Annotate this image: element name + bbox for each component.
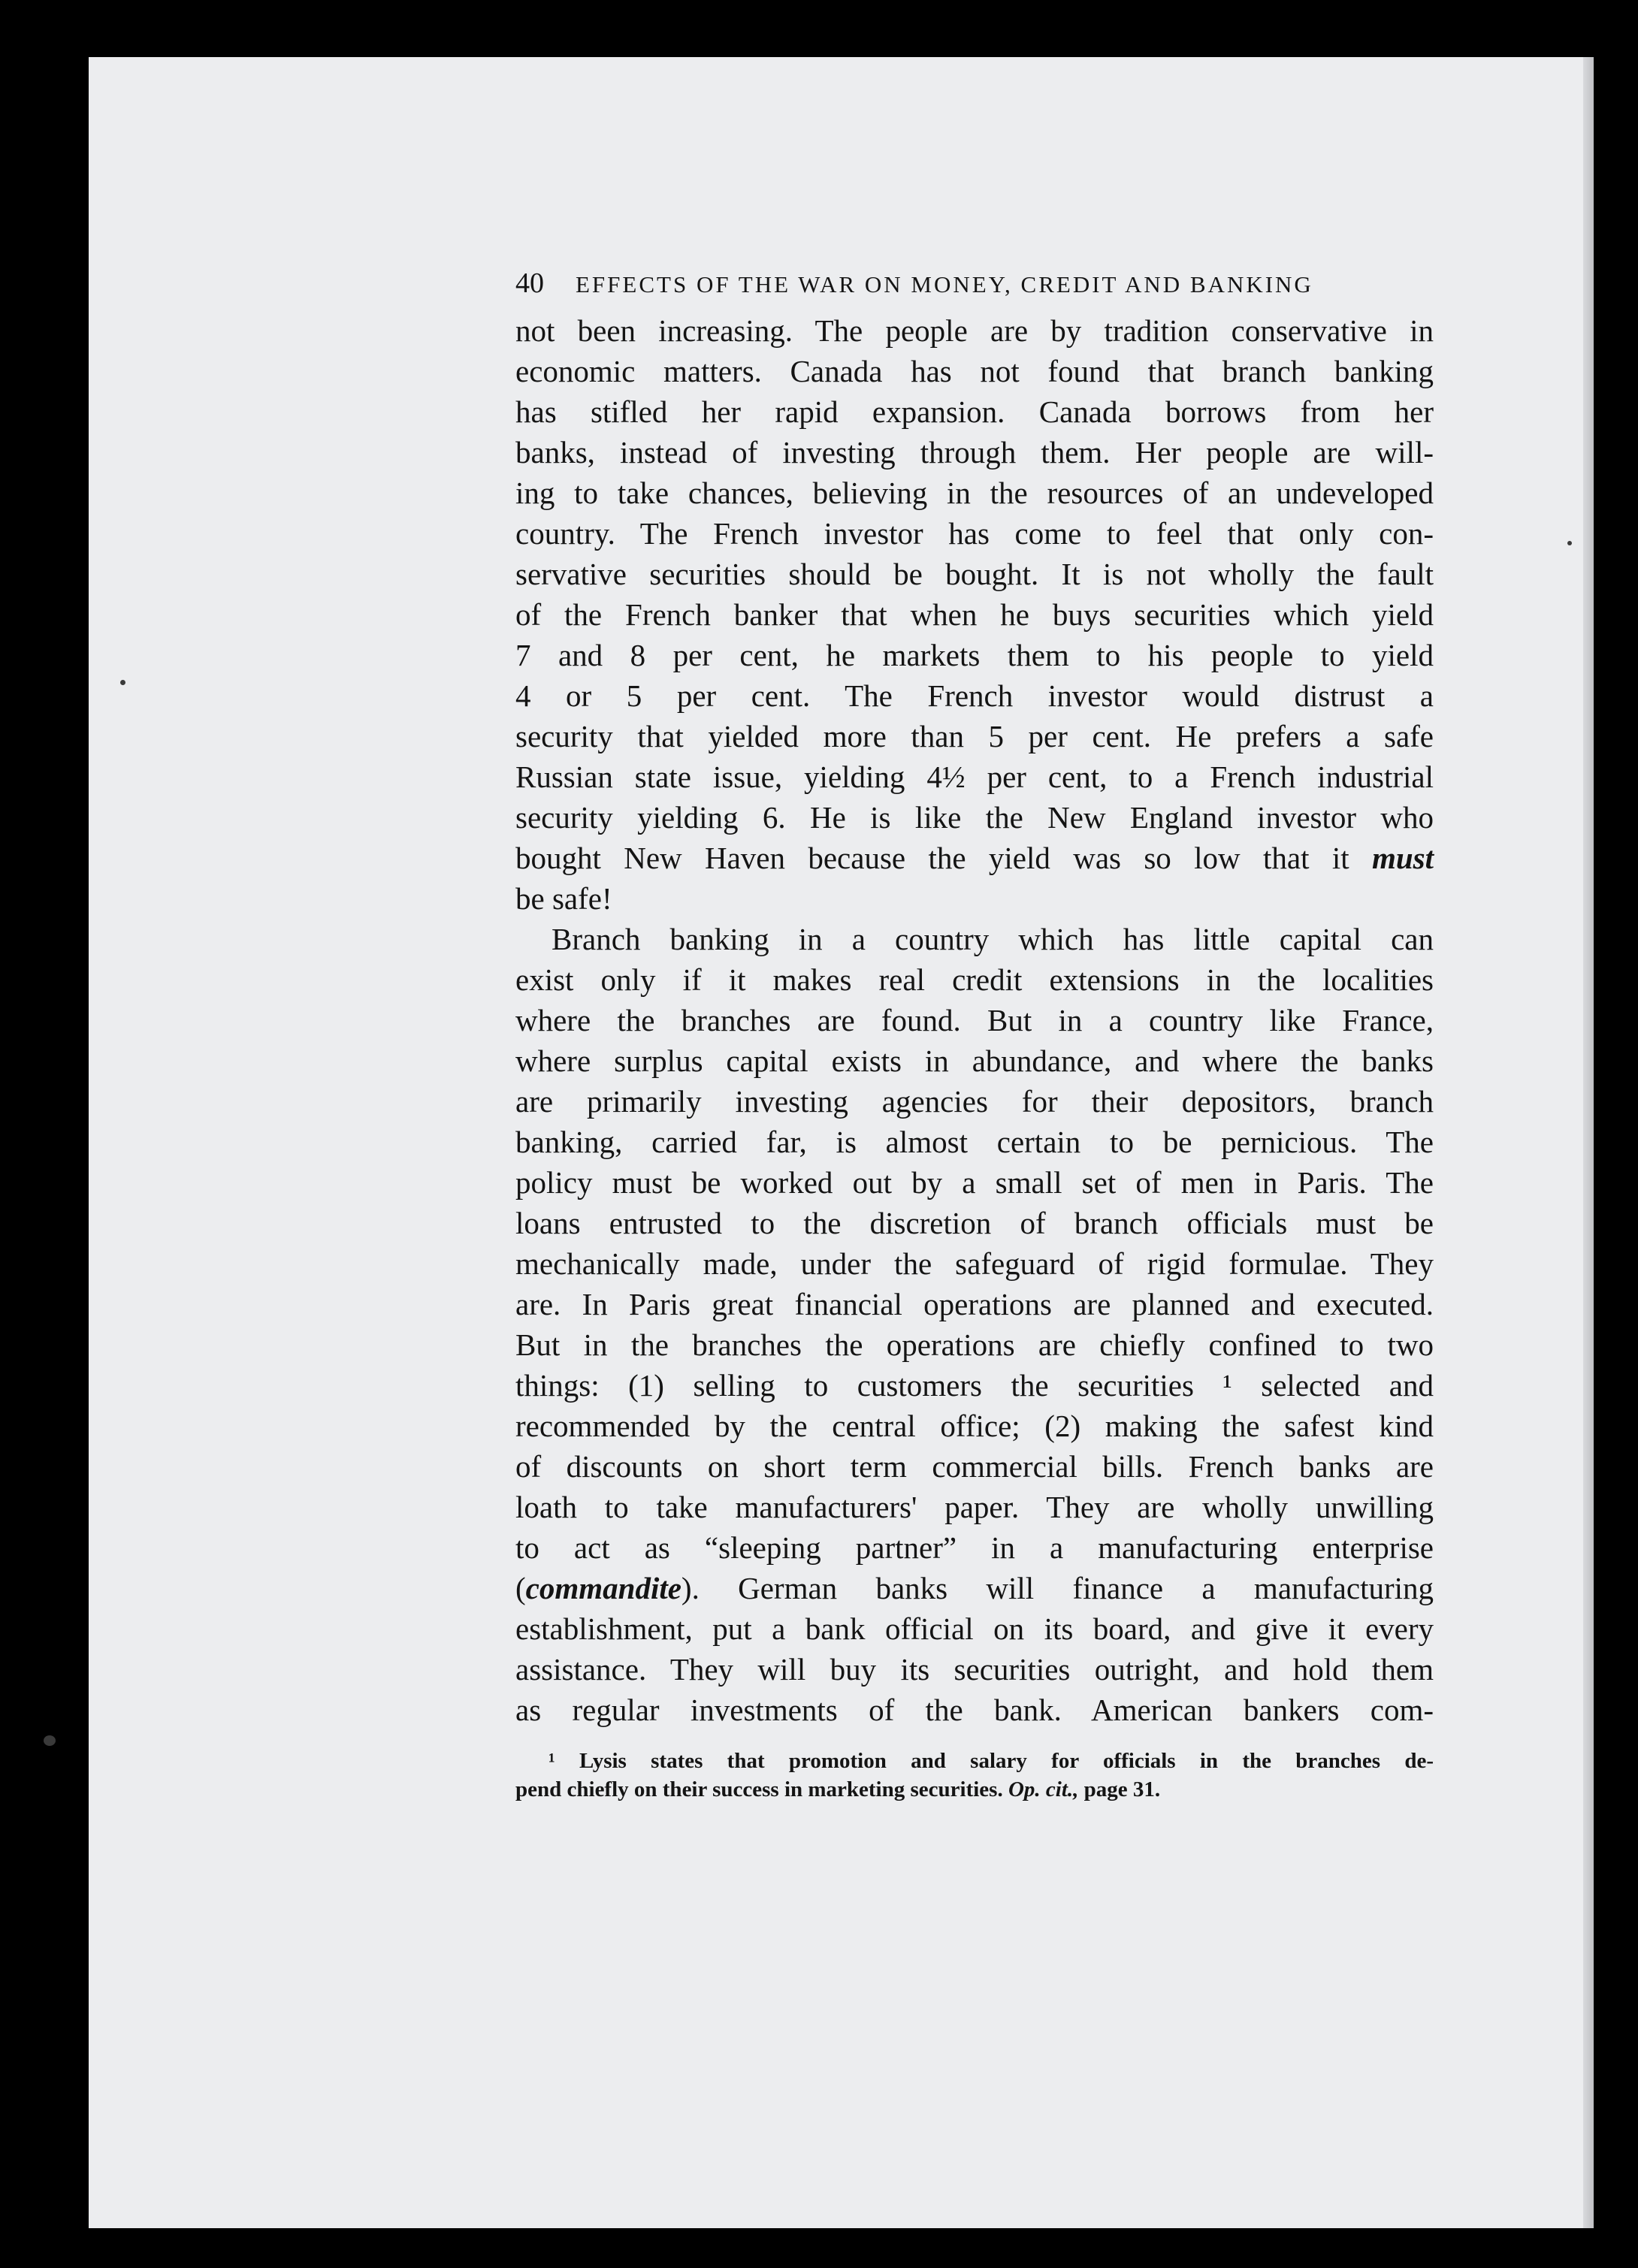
paragraph-1: [515, 310, 1434, 919]
body-line: recommended by the central office; (2) making the safest kind: [515, 1409, 1434, 1443]
body-line: servative securities should be bought. It is not wholly the fault: [515, 557, 1434, 591]
body-line-must: [515, 838, 1434, 878]
paragraph-end-line: be safe!: [515, 881, 612, 916]
page-text: [515, 267, 1434, 1804]
body-line: economic matters. Canada has not found that branch banking: [515, 354, 1434, 388]
body-line: where the branches are found. But in a country like France,: [515, 1003, 1434, 1037]
body-line: has stifled her rapid expansion. Canada borrows from her: [515, 394, 1434, 429]
footnote-line: ¹ Lysis states that promotion and salary for officials in the branches de-: [549, 1749, 1434, 1773]
italic-term: commandite: [525, 1571, 681, 1605]
running-title: EFFECTS OF THE WAR ON MONEY, CREDIT AND BANKING: [576, 271, 1313, 297]
line-text: bought New Haven because the yield was so low that it: [515, 841, 1349, 875]
body-line: of discounts on short term commercial bills. French banks are: [515, 1449, 1434, 1484]
page-edge: [1583, 57, 1594, 2228]
paragraph-2: [515, 919, 1434, 1730]
body-line: of the French banker that when he buys securities which yield: [515, 597, 1434, 632]
body-line: not been increasing. The people are by tradition conservative in: [515, 313, 1434, 348]
body-line: Branch banking in a country which has little capital can: [552, 922, 1434, 956]
body-line: loath to take manufacturers' paper. They are wholly unwilling: [515, 1490, 1434, 1524]
body-line: to act as “sleeping partner” in a manufacturing enterprise: [515, 1530, 1434, 1565]
citation-abbrev: Op. cit.,: [1008, 1777, 1079, 1801]
body-line: are. In Paris great financial operations are planned and executed.: [515, 1287, 1434, 1321]
body-line: banks, instead of investing through them. Her people are will-: [515, 435, 1434, 470]
body-line: exist only if it makes real credit extensions in the localities: [515, 962, 1434, 997]
body-line: as regular investments of the bank. American bankers com-: [515, 1693, 1434, 1727]
body-line: banking, carried far, is almost certain to be pernicious. The: [515, 1125, 1434, 1159]
scan-speck: [120, 680, 125, 685]
body-line: country. The French investor has come to feel that only con-: [515, 516, 1434, 551]
body-line: But in the branches the operations are chiefly confined to two: [515, 1327, 1434, 1362]
body-line: 7 and 8 per cent, he markets them to his people to yield: [515, 638, 1434, 672]
body-line: things: (1) selling to customers the securities ¹ selected and: [515, 1368, 1434, 1403]
footnote: [515, 1747, 1434, 1804]
line-text: page 31.: [1083, 1777, 1161, 1801]
body-line: Russian state issue, yielding 4½ per cent, to a French industrial: [515, 760, 1434, 794]
body-line: 4 or 5 per cent. The French investor would distrust a: [515, 678, 1434, 713]
italic-emphasis: must: [1371, 841, 1434, 875]
running-head: [515, 267, 1434, 310]
line-text: pend chiefly on their success in marketing securities.: [515, 1777, 1003, 1801]
body-line: security that yielded more than 5 per cent. He prefers a safe: [515, 719, 1434, 753]
footnote-line: [515, 1775, 1434, 1804]
body-line: mechanically made, under the safeguard of rigid formulae. They: [515, 1246, 1434, 1281]
body-line: establishment, put a bank official on its board, and give it every: [515, 1611, 1434, 1646]
body-line: policy must be worked out by a small set of men in Paris. The: [515, 1165, 1434, 1200]
body-line: assistance. They will buy its securities outright, and hold them: [515, 1652, 1434, 1687]
scan-speck: [44, 1735, 56, 1746]
body-line: security yielding 6. He is like the New England investor who: [515, 800, 1434, 835]
line-text: (: [515, 1571, 526, 1605]
page-number: 40: [515, 267, 544, 299]
body-line-commandite: [515, 1568, 1434, 1608]
body-line: where surplus capital exists in abundance, and where the banks: [515, 1043, 1434, 1078]
body-line: are primarily investing agencies for their depositors, branch: [515, 1084, 1434, 1119]
scan-speck: [1567, 541, 1572, 545]
body-line: loans entrusted to the discretion of branch officials must be: [515, 1206, 1434, 1240]
line-text: ). German banks will finance a manufacturing: [681, 1571, 1434, 1605]
body-line: ing to take chances, believing in the resources of an undeveloped: [515, 476, 1434, 510]
